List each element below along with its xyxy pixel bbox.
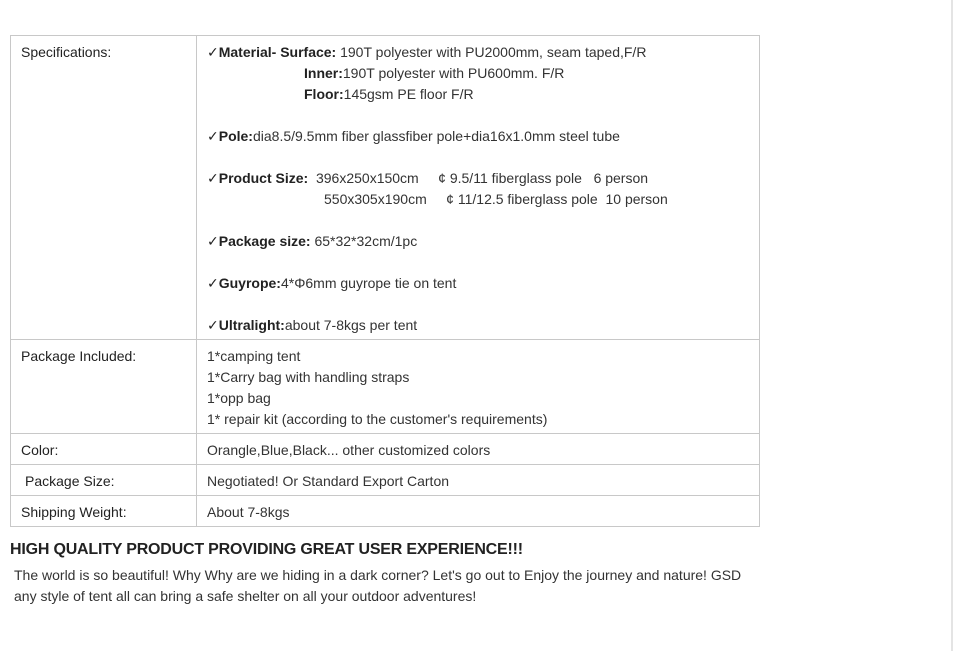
package-size-value [197, 465, 760, 496]
package-item: 1*Carry bag with handling straps [207, 369, 410, 385]
shipping-weight-value [197, 496, 760, 527]
guyrope-key: Guyrope: [218, 275, 281, 291]
package-size-label-text: Package Size: [25, 473, 115, 489]
product-size-row-1: 396x250x150cm ¢ 9.5/11 fiberglass pole 6 person [308, 170, 649, 186]
package-size-value: 65*32*32cm/1pc [310, 233, 418, 249]
color-label [11, 434, 197, 465]
pole-value: dia8.5/9.5mm fiber glassfiber pole+dia16x1.0mm steel tube [252, 128, 620, 144]
table-row-shipping-weight [11, 496, 760, 527]
package-item: 1*camping tent [207, 348, 301, 364]
package-included-value [197, 340, 760, 434]
inner-key: Inner: [304, 65, 343, 81]
pole-key: Pole: [218, 128, 253, 144]
spacer [207, 105, 749, 126]
color-value-text: Orangle,Blue,Black... other customized colors [207, 442, 491, 458]
table-row-color [11, 434, 760, 465]
pole-line [207, 126, 749, 147]
description-paragraph: The world is so beautiful! Why Why are we hiding in a dark corner? Let's go out to Enjoy the journey and nature! GSD any style of tent all can bring a safe shelter on all your outdoor adventures! [14, 567, 742, 604]
table-row-specifications [11, 36, 760, 340]
guyrope-line [207, 273, 749, 294]
shipping-weight-label [11, 496, 197, 527]
check-mark-icon: ✓ [207, 317, 219, 333]
package-size-value-text: Negotiated! Or Standard Export Carton [207, 473, 450, 489]
inner-value: 190T polyester with PU600mm. F/R [342, 65, 565, 81]
table-row-package-included [11, 340, 760, 434]
package-included-label [11, 340, 197, 434]
product-size-row-2: 550x305x190cm ¢ 11/12.5 fiberglass pole 10 person [324, 191, 668, 207]
material-value: 190T polyester with PU2000mm, seam taped,F/R [336, 44, 647, 60]
floor-line [207, 84, 749, 105]
shipping-weight-value-text: About 7-8kgs [207, 504, 290, 520]
ultralight-key: Ultralight: [218, 317, 285, 333]
spacer [207, 147, 749, 168]
package-included-label-text: Package Included: [21, 348, 137, 364]
package-size-label [11, 465, 197, 496]
material-line [207, 42, 749, 63]
package-size-key: Package size: [218, 233, 311, 249]
guyrope-value: 4*Φ6mm guyrope tie on tent [280, 275, 457, 291]
specification-table [10, 35, 760, 527]
package-item: 1*opp bag [207, 390, 271, 406]
spacer [207, 252, 749, 273]
product-size-line [207, 168, 749, 189]
package-item: 1* repair kit (according to the customer's requirements) [207, 411, 548, 427]
inner-line [207, 63, 749, 84]
floor-key: Floor: [304, 86, 344, 102]
specifications-label-text: Specifications: [21, 44, 112, 60]
package-size-line [207, 231, 749, 252]
color-label-text: Color: [21, 442, 59, 458]
ultralight-line [207, 315, 749, 336]
spacer [207, 294, 749, 315]
shipping-weight-label-text: Shipping Weight: [21, 504, 127, 520]
color-value [197, 434, 760, 465]
table-row-package-size [11, 465, 760, 496]
check-mark-icon: ✓ [207, 275, 219, 291]
ultralight-value: about 7-8kgs per tent [284, 317, 418, 333]
material-key: Material- Surface: [218, 44, 337, 60]
check-mark-icon: ✓ [207, 44, 219, 60]
specifications-value [197, 36, 760, 340]
spacer [207, 210, 749, 231]
product-size-key: Product Size: [218, 170, 309, 186]
specifications-label [11, 36, 197, 340]
check-mark-icon: ✓ [207, 170, 219, 186]
headline: HIGH QUALITY PRODUCT PROVIDING GREAT USER EXPERIENCE!!! [10, 541, 523, 558]
check-mark-icon: ✓ [207, 128, 219, 144]
check-mark-icon: ✓ [207, 233, 219, 249]
floor-value: 145gsm PE floor F/R [343, 86, 474, 102]
